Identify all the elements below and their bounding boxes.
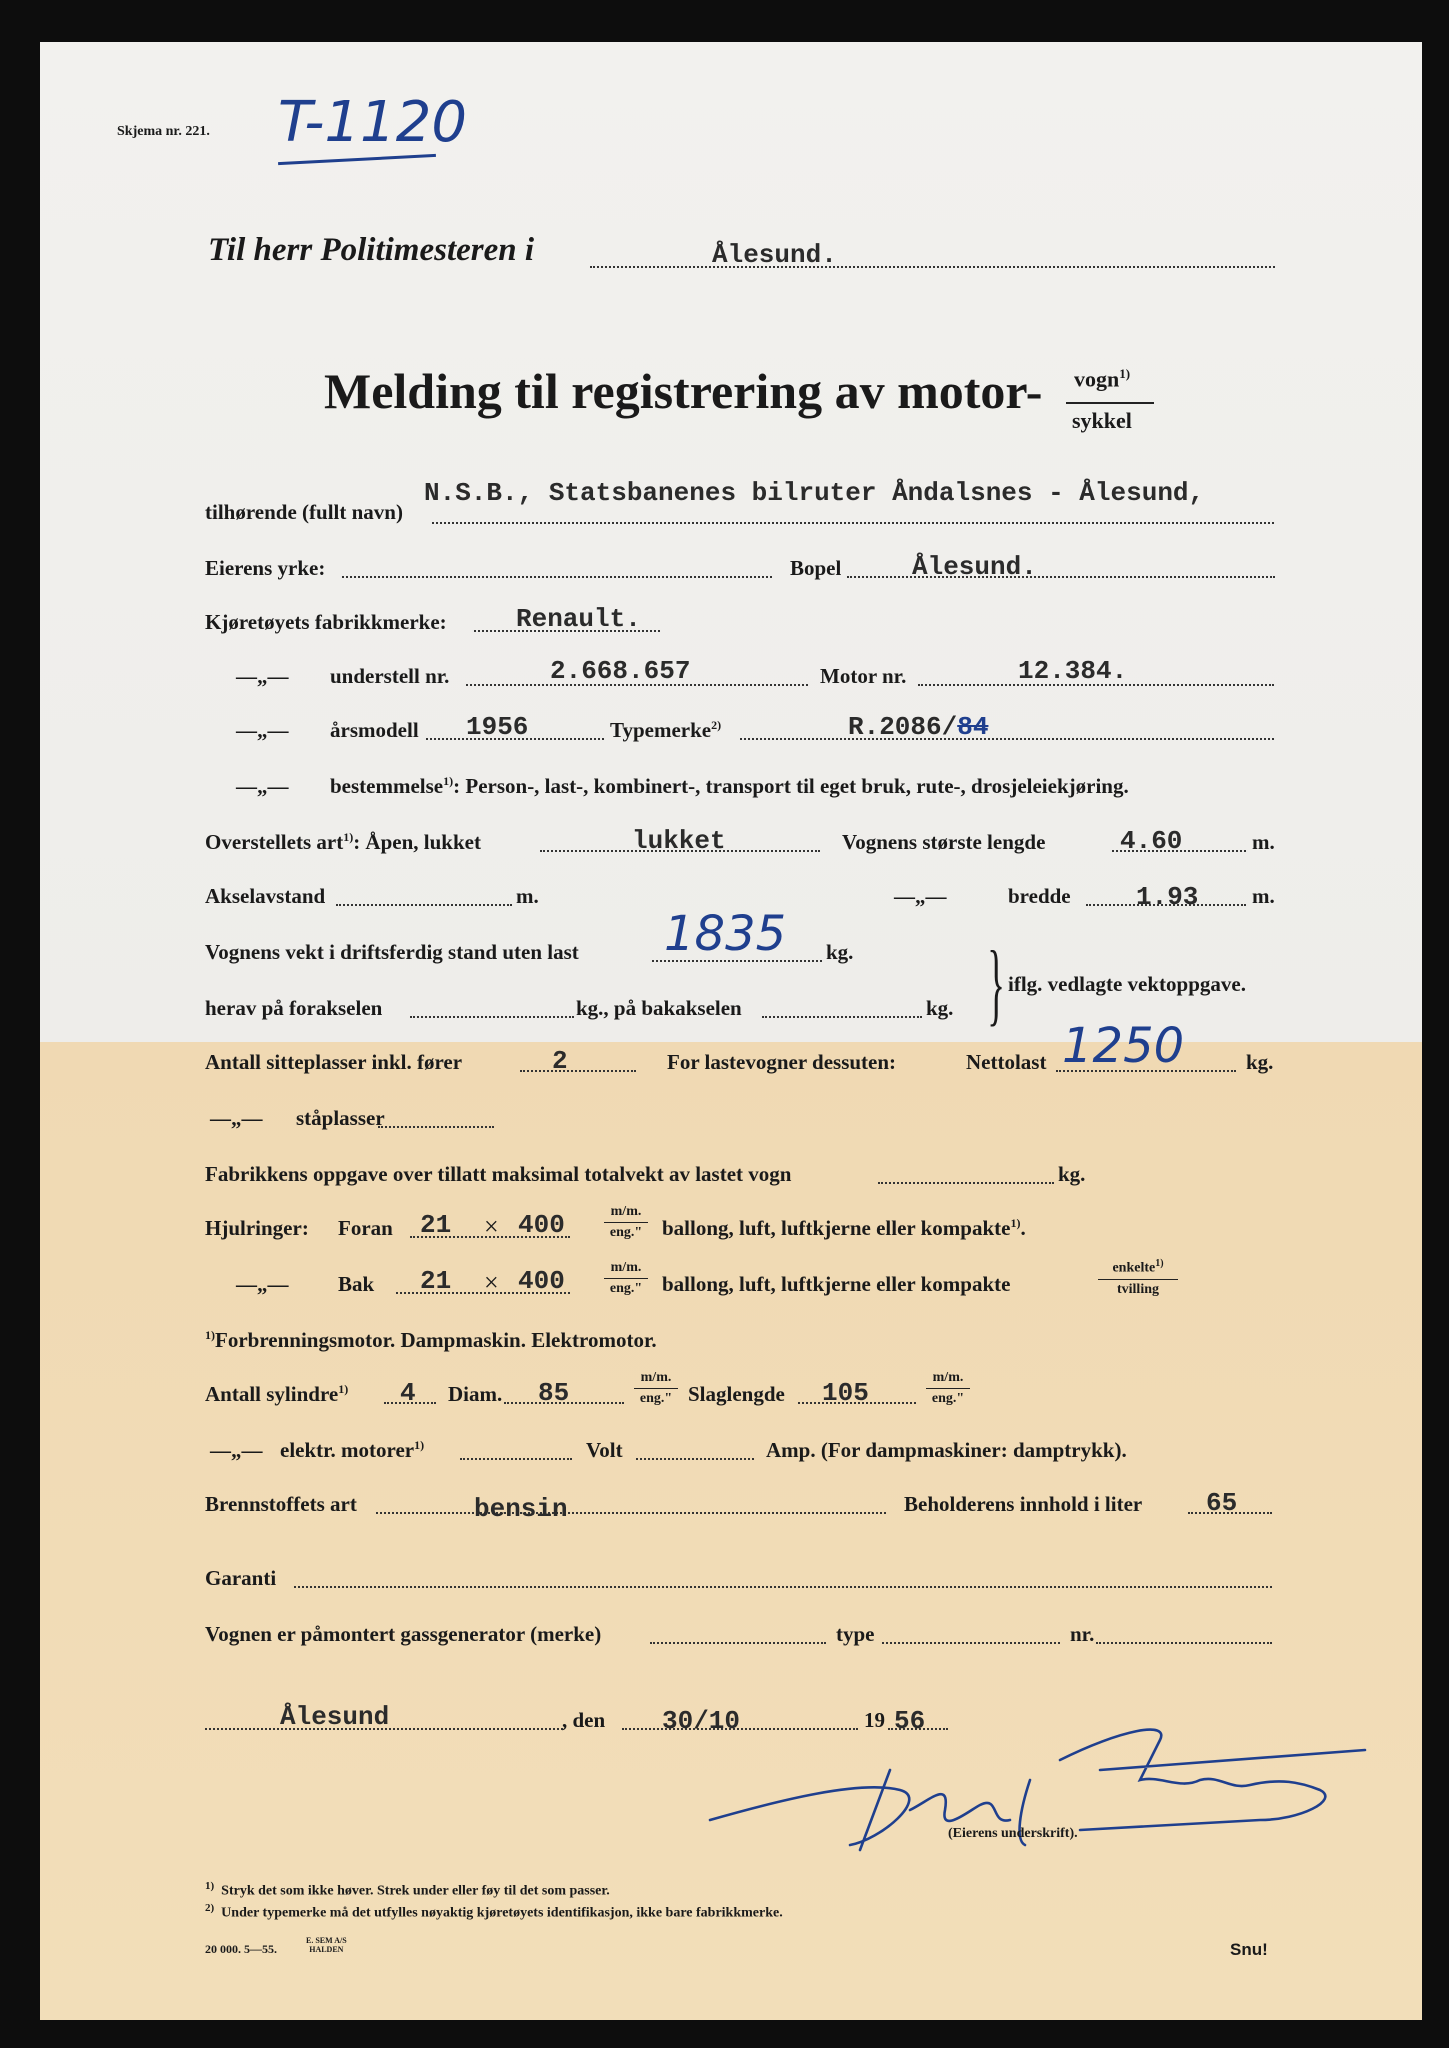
fuel-label: Brennstoffets art bbox=[205, 1492, 357, 1516]
residence-value: Ålesund. bbox=[912, 552, 1037, 582]
occupation-label: Eierens yrke: bbox=[205, 556, 326, 580]
gas-label: Vognen er påmontert gassgenerator (merke) bbox=[205, 1622, 602, 1646]
gas-line bbox=[650, 1642, 826, 1644]
front-label: Foran bbox=[338, 1216, 393, 1240]
type-line bbox=[740, 738, 1274, 740]
fuel-value: bensin bbox=[474, 1494, 568, 1524]
body-value: lukket bbox=[632, 826, 726, 856]
front-tyre-unit: m/m. eng." bbox=[604, 1204, 648, 1241]
title-sykkel: sykkel bbox=[1072, 408, 1132, 433]
length-unit: m. bbox=[1252, 830, 1275, 854]
ditto-mark: —„— bbox=[236, 1272, 289, 1296]
front-tyre-x: × bbox=[484, 1212, 499, 1241]
make-label: Kjøretøyets fabrikkmerke: bbox=[205, 610, 447, 634]
weight-value: 1835 bbox=[664, 906, 787, 962]
warranty-line bbox=[294, 1586, 1272, 1588]
max-weight-line bbox=[878, 1182, 1054, 1184]
motor-types: $^{1)}$Forbrenningsmotor. Dampmaskin. Elektromotor. bbox=[205, 1328, 657, 1352]
addressee-label: Til herr Politimesteren i bbox=[208, 232, 535, 268]
year-prefix: 19 bbox=[864, 1708, 885, 1732]
axle-rear-unit: kg. bbox=[926, 996, 954, 1020]
engine-value: 12.384. bbox=[1018, 656, 1128, 686]
volt-label: Volt bbox=[586, 1438, 623, 1462]
handwritten-reference: T-1120 bbox=[278, 90, 467, 155]
body-label: Overstellets art$^{1)}$: Åpen, lukket bbox=[205, 830, 481, 854]
max-weight-label: Fabrikkens oppgave over tillatt maksimal totalvekt av lastet vogn bbox=[205, 1162, 792, 1186]
diameter-unit: m/m. eng." bbox=[634, 1370, 678, 1407]
ditto-mark: —„— bbox=[210, 1106, 263, 1130]
weight-unit: kg. bbox=[826, 940, 854, 964]
ditto-mark: —„— bbox=[236, 774, 289, 798]
front-tyre-types: ballong, luft, luftkjerne eller kompakte$^{1)}$. bbox=[662, 1216, 1026, 1240]
gas-type-line bbox=[882, 1642, 1060, 1644]
rear-tyre-size: 400 bbox=[518, 1266, 565, 1296]
gas-nr-label: nr. bbox=[1070, 1622, 1095, 1646]
owner-label: tilhørende (fullt navn) bbox=[205, 500, 403, 524]
standing-line bbox=[378, 1126, 494, 1128]
gas-nr-line bbox=[1096, 1642, 1272, 1644]
width-value: 1.93 bbox=[1136, 882, 1199, 912]
max-weight-unit: kg. bbox=[1058, 1162, 1086, 1186]
signature-label: (Eierens underskrift). bbox=[948, 1826, 1078, 1841]
axle-rear-label: kg., på bakakselen bbox=[576, 996, 742, 1020]
payload-unit: kg. bbox=[1246, 1050, 1274, 1074]
schema-number: Skjema nr. 221. bbox=[117, 124, 210, 139]
width-label: bredde bbox=[1008, 884, 1071, 908]
front-tyre-size: 400 bbox=[518, 1210, 565, 1240]
print-info: 20 000. 5—55. bbox=[205, 1942, 277, 1956]
occupation-line bbox=[342, 576, 772, 578]
wheelbase-label: Akselavstand bbox=[205, 884, 326, 908]
make-value: Renault. bbox=[516, 604, 641, 634]
stroke-unit: m/m. eng." bbox=[926, 1370, 970, 1407]
addressee-line bbox=[590, 266, 1275, 268]
weight-note: iflg. vedlagte vektoppgave. bbox=[1008, 972, 1246, 996]
type-label: Typemerke$^{2)}$ bbox=[610, 718, 722, 742]
payload-value: 1250 bbox=[1062, 1018, 1185, 1074]
turn-over-note: Snu! bbox=[1230, 1940, 1268, 1959]
seats-line bbox=[520, 1070, 636, 1072]
stroke-label: Slaglengde bbox=[688, 1382, 785, 1406]
gas-type-label: type bbox=[836, 1622, 875, 1646]
seats-value: 2 bbox=[552, 1046, 568, 1076]
axle-front-label: herav på forakselen bbox=[205, 996, 383, 1020]
printer-mark: E. SEM A/S HALDEN bbox=[306, 1936, 347, 1954]
tyres-label: Hjulringer: bbox=[205, 1216, 309, 1240]
footnote-2: $^{2)}$ Under typemerke må det utfylles nøyaktig kjøretøyets identifikasjon, ikke bare fabrikkmerke. bbox=[205, 1902, 783, 1921]
volt-line bbox=[636, 1458, 754, 1460]
amp-label: Amp. (For dampmaskiner: damptrykk). bbox=[766, 1438, 1127, 1462]
seats-label: Antall sitteplasser inkl. fører bbox=[205, 1050, 463, 1074]
length-label: Vognens største lengde bbox=[842, 830, 1046, 854]
diameter-label: Diam. bbox=[448, 1382, 503, 1406]
rear-tyre-width: 21 bbox=[420, 1266, 452, 1296]
title-fraction-bar bbox=[1066, 402, 1154, 404]
diameter-value: 85 bbox=[538, 1378, 570, 1408]
footnote-1: $^{1)}$ Stryk det som ikke høver. Strek under eller føy til det som passer. bbox=[205, 1880, 610, 1899]
warranty-label: Garanti bbox=[205, 1566, 277, 1590]
standing-label: ståplasser bbox=[296, 1106, 385, 1130]
engine-label: Motor nr. bbox=[820, 664, 907, 688]
rear-label: Bak bbox=[338, 1272, 375, 1296]
weight-brace: } bbox=[987, 932, 1005, 1034]
axle-rear-line bbox=[762, 1016, 922, 1018]
front-tyre-width: 21 bbox=[420, 1210, 452, 1240]
place-value: Ålesund bbox=[280, 1702, 390, 1732]
weight-label: Vognens vekt i driftsferdig stand uten last bbox=[205, 940, 579, 964]
date-value: 30/10 bbox=[662, 1706, 741, 1736]
rear-tyre-unit: m/m. eng." bbox=[604, 1260, 648, 1297]
form-title: Melding til registrering av motor- bbox=[324, 363, 1043, 419]
year-value: 1956 bbox=[466, 712, 529, 742]
axle-front-line bbox=[410, 1016, 574, 1018]
stroke-value: 105 bbox=[822, 1378, 869, 1408]
wheelbase-line bbox=[336, 904, 512, 906]
width-unit: m. bbox=[1252, 884, 1275, 908]
fuel-line bbox=[376, 1512, 886, 1514]
owner-line bbox=[432, 522, 1274, 524]
rear-tyre-types: ballong, luft, luftkjerne eller kompakte bbox=[662, 1272, 1011, 1296]
year-suffix-value: 56 bbox=[894, 1706, 926, 1736]
ditto-mark: —„— bbox=[894, 884, 947, 908]
payload-label: Nettolast bbox=[966, 1050, 1047, 1074]
trucks-label: For lastevogner dessuten: bbox=[667, 1050, 897, 1074]
electric-line bbox=[460, 1458, 572, 1460]
type-value: R.2086/84 bbox=[848, 712, 989, 742]
chassis-value: 2.668.657 bbox=[550, 656, 691, 686]
chassis-label: understell nr. bbox=[330, 664, 450, 688]
residence-label: Bopel bbox=[790, 556, 842, 580]
owner-signature bbox=[700, 1720, 1380, 1880]
ditto-mark: —„— bbox=[236, 664, 289, 688]
title-vogn: vogn$^{1)}$ bbox=[1074, 366, 1131, 392]
cylinders-label: Antall sylindre$^{1)}$ bbox=[205, 1382, 349, 1406]
ditto-mark: —„— bbox=[210, 1438, 263, 1462]
cylinders-value: 4 bbox=[400, 1378, 416, 1408]
tank-label: Beholderens innhold i liter bbox=[904, 1492, 1143, 1516]
rear-tyre-x: × bbox=[484, 1268, 499, 1297]
ditto-mark: —„— bbox=[236, 718, 289, 742]
date-label: , den bbox=[562, 1708, 606, 1732]
type-struck-value: 84 bbox=[957, 712, 989, 742]
addressee-value: Ålesund. bbox=[712, 240, 837, 270]
purpose-label: bestemmelse$^{1)}$: Person-, last-, kombinert-, transport til eget bruk, rute-, drosjeleiekjøring. bbox=[330, 774, 1129, 798]
electric-label: elektr. motorer$^{1)}$ bbox=[280, 1438, 425, 1462]
tank-value: 65 bbox=[1206, 1488, 1238, 1518]
length-value: 4.60 bbox=[1120, 826, 1183, 856]
single-twin-fraction: enkelte$^{1)}$ tvilling bbox=[1098, 1256, 1178, 1298]
wheelbase-unit: m. bbox=[516, 884, 539, 908]
year-label: årsmodell bbox=[330, 718, 419, 742]
owner-value: N.S.B., Statsbanenes bilruter Åndalsnes - Ålesund, bbox=[424, 478, 1205, 508]
